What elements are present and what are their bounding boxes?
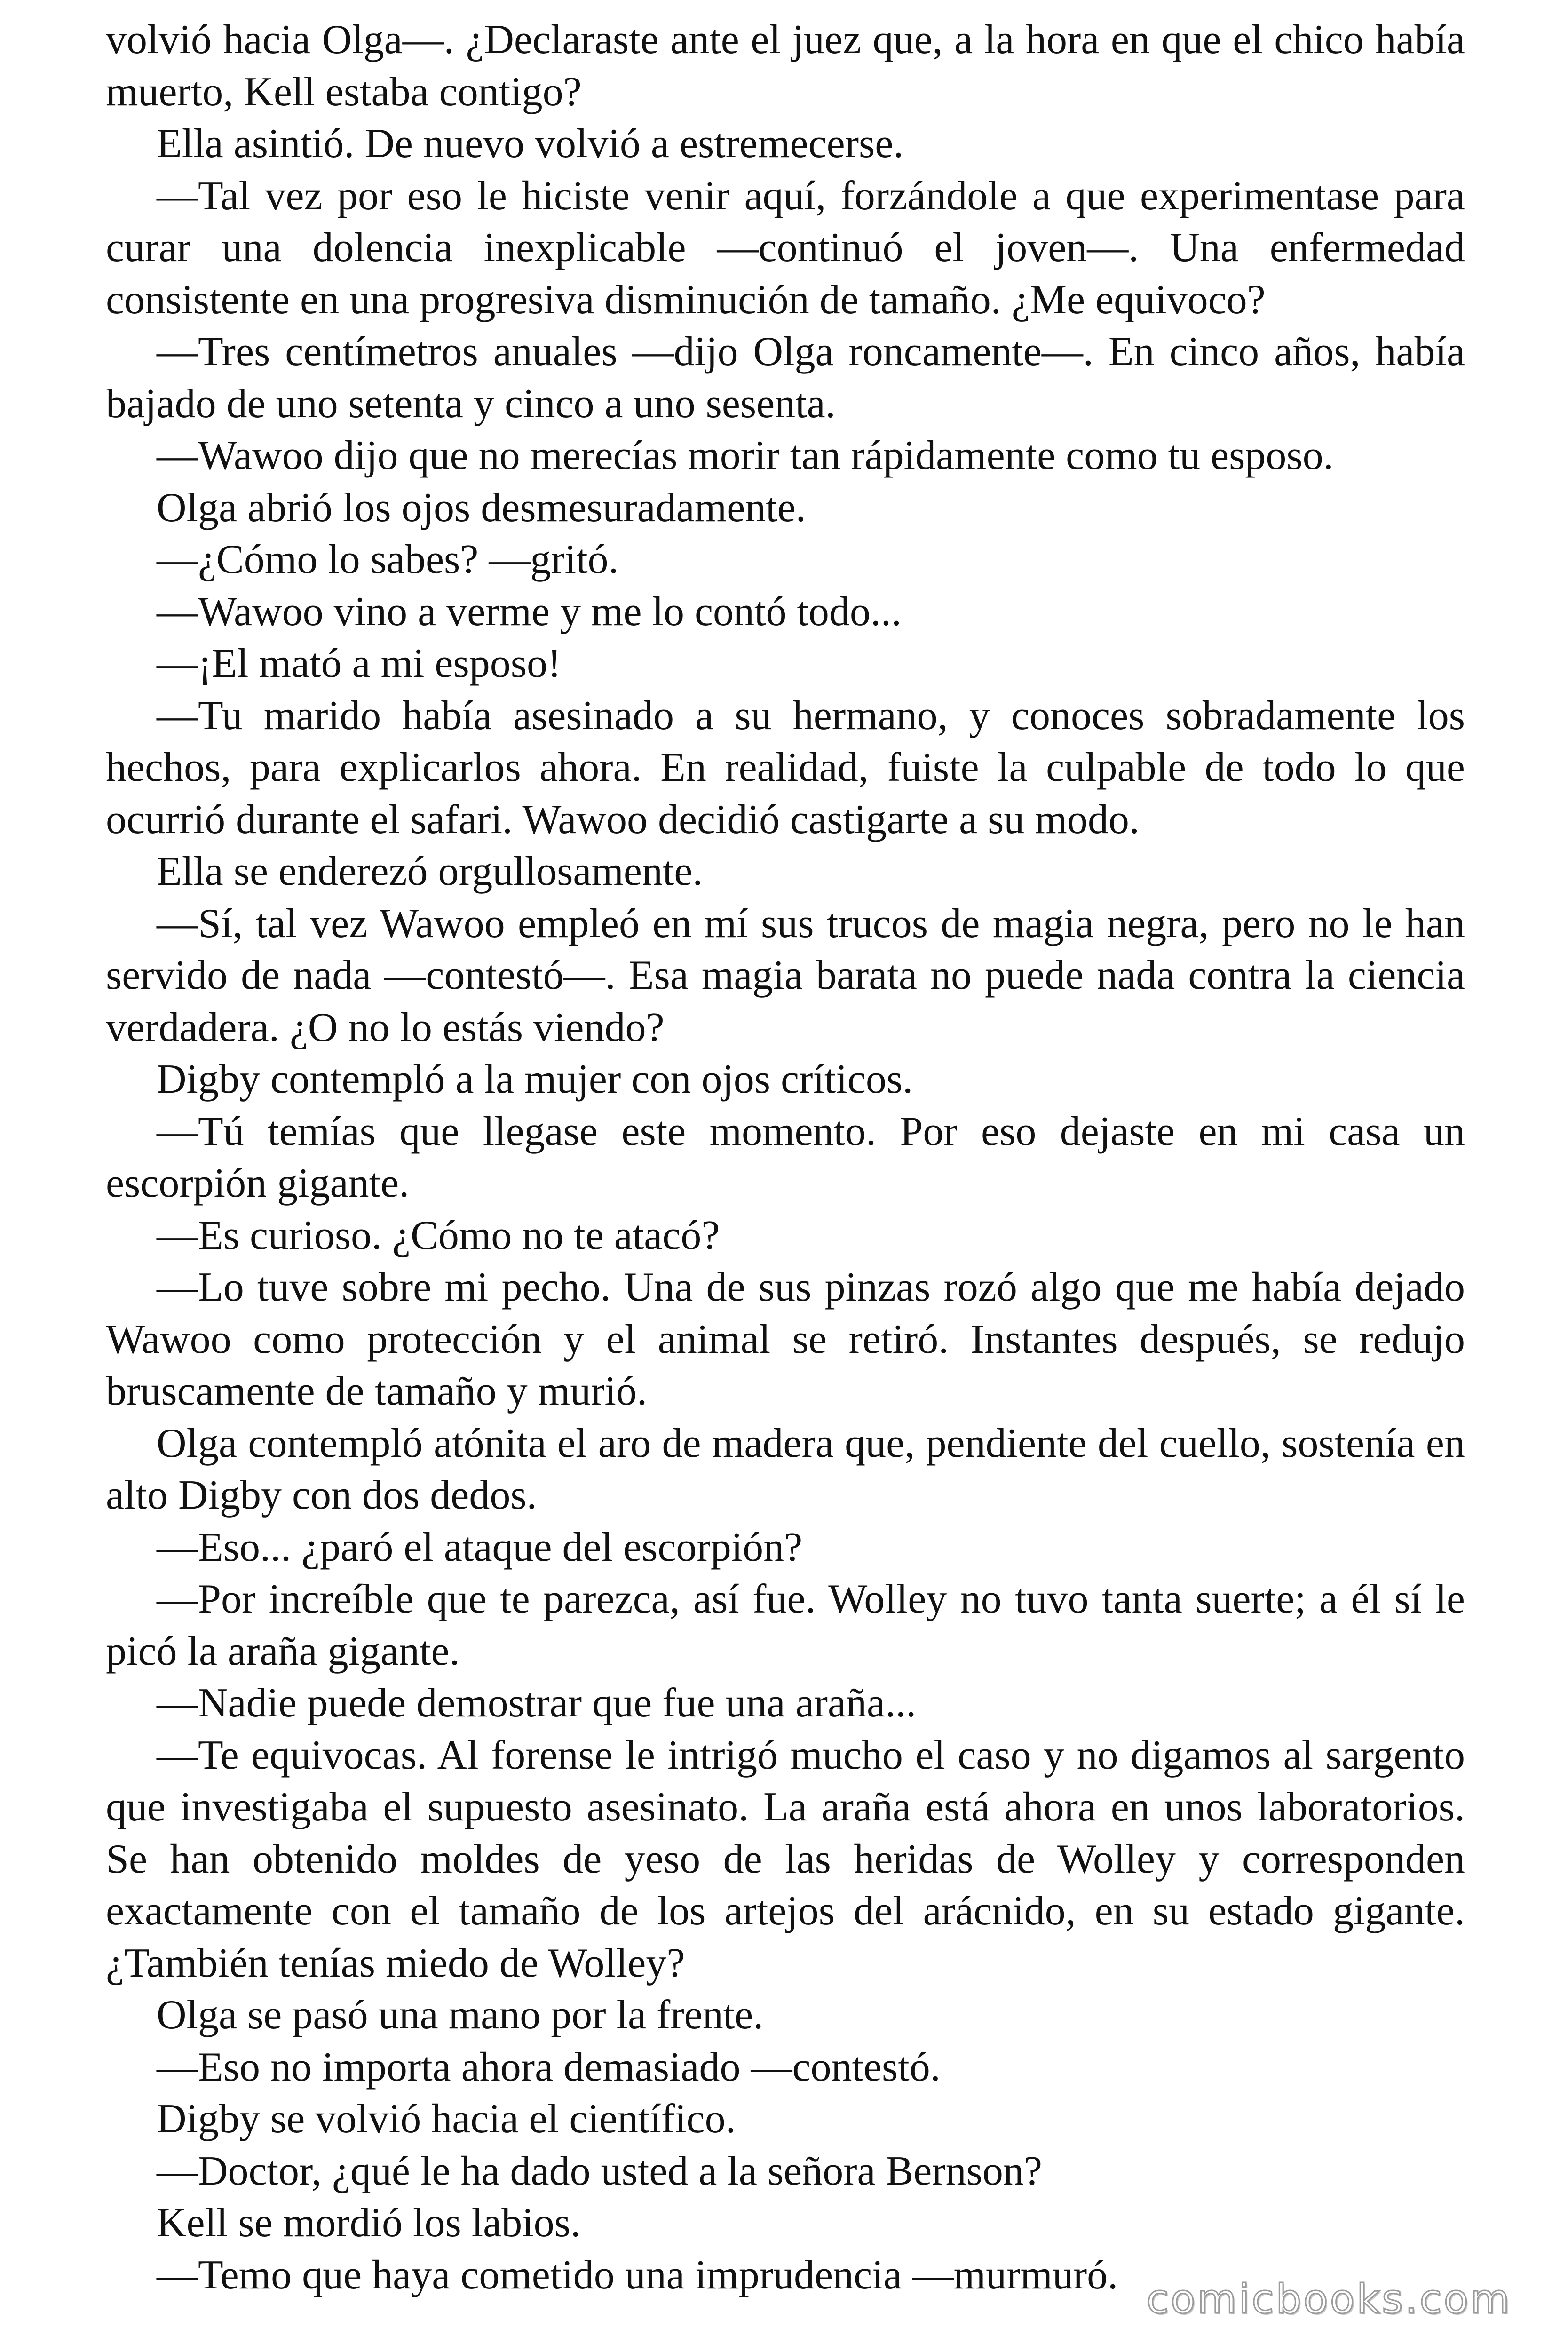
paragraph: Digby contempló a la mujer con ojos críticos. [157,1057,913,1102]
paragraph: Olga se pasó una mano por la frente. [157,1992,764,2038]
paragraph: —¡El mató a mi esposo! [157,641,562,686]
paragraph: —¿Cómo lo sabes? —gritó. [157,537,619,582]
paragraph: —Es curioso. ¿Cómo no te atacó? [157,1212,720,1258]
watermark: comicbooks.com [1146,2276,1512,2323]
paragraph: Olga abrió los ojos desmesuradamente. [157,485,806,531]
paragraph: Kell se mordió los labios. [157,2200,581,2246]
paragraph: —Sí, tal vez Wawoo empleó en mí sus trucos de magia negra, pero no le han servido de nada —contestó—. Esa magia barata no puede nada contra la ciencia verdadera. ¿O no lo estás viendo? [106,900,1465,1050]
paragraph: Digby se volvió hacia el científico. [157,2096,736,2142]
paragraph: —Eso... ¿paró el ataque del escorpión? [157,1524,803,1570]
paragraph: volvió hacia Olga—. ¿Declaraste ante el juez que, a la hora en que el chico había muerto, Kell estaba contigo? [106,17,1465,115]
paragraph: —Wawoo dijo que no merecías morir tan rápidamente como tu esposo. [157,433,1334,478]
paragraph: —Por increíble que te parezca, así fue. Wolley no tuvo tanta suerte; a él sí le picó la araña gigante. [106,1576,1465,1674]
paragraph: —Eso no importa ahora demasiado —contestó. [157,2044,941,2090]
paragraph: Olga contempló atónita el aro de madera que, pendiente del cuello, sostenía en alto Digby con dos dedos. [106,1420,1465,1518]
paragraph: —Te equivocas. Al forense le intrigó mucho el caso y no digamos al sargento que investigaba el supuesto asesinato. La araña está ahora en unos laboratorios. Se han obtenido moldes de yeso de las heridas de Wolley y corresponden exactamente con el tamaño de los artejos del arácnido, en su estado gigante. ¿También tenías miedo de Wolley? [106,1732,1465,1986]
paragraph: —Lo tuve sobre mi pecho. Una de sus pinzas rozó algo que me había dejado Wawoo como protección y el animal se retiró. Instantes después, se redujo bruscamente de tamaño y murió. [106,1264,1465,1414]
paragraph: Ella se enderezó orgullosamente. [157,849,703,894]
paragraph: —Tu marido había asesinado a su hermano, y conoces sobradamente los hechos, para explicarlos ahora. En realidad, fuiste la culpable de todo lo que ocurrió durante el safari. Wawoo decidió castigarte a su modo. [106,692,1465,842]
paragraph: —Tú temías que llegase este momento. Por eso dejaste en mi casa un escorpión gigante. [106,1108,1465,1206]
paragraph: Ella asintió. De nuevo volvió a estremecerse. [157,121,904,167]
paragraph: —Wawoo vino a verme y me lo contó todo... [157,588,902,635]
paragraph: —Tres centímetros anuales —dijo Olga roncamente—. En cinco años, había bajado de uno setenta y cinco a uno sesenta. [106,329,1465,427]
paragraph: —Tal vez por eso le hiciste venir aquí, forzándole a que experimentase para curar una dolencia inexplicable —continuó el joven—. Una enfermedad consistente en una progresiva disminución de tamaño. ¿Me equivoco? [106,173,1465,323]
paragraph: —Doctor, ¿qué le ha dado usted a la señora Bernson? [157,2148,1042,2194]
paragraph: —Temo que haya cometido una imprudencia —murmuró. [157,2252,1118,2298]
paragraph: —Nadie puede demostrar que fue una araña... [157,1680,917,1726]
document-page [106,14,1465,2301]
